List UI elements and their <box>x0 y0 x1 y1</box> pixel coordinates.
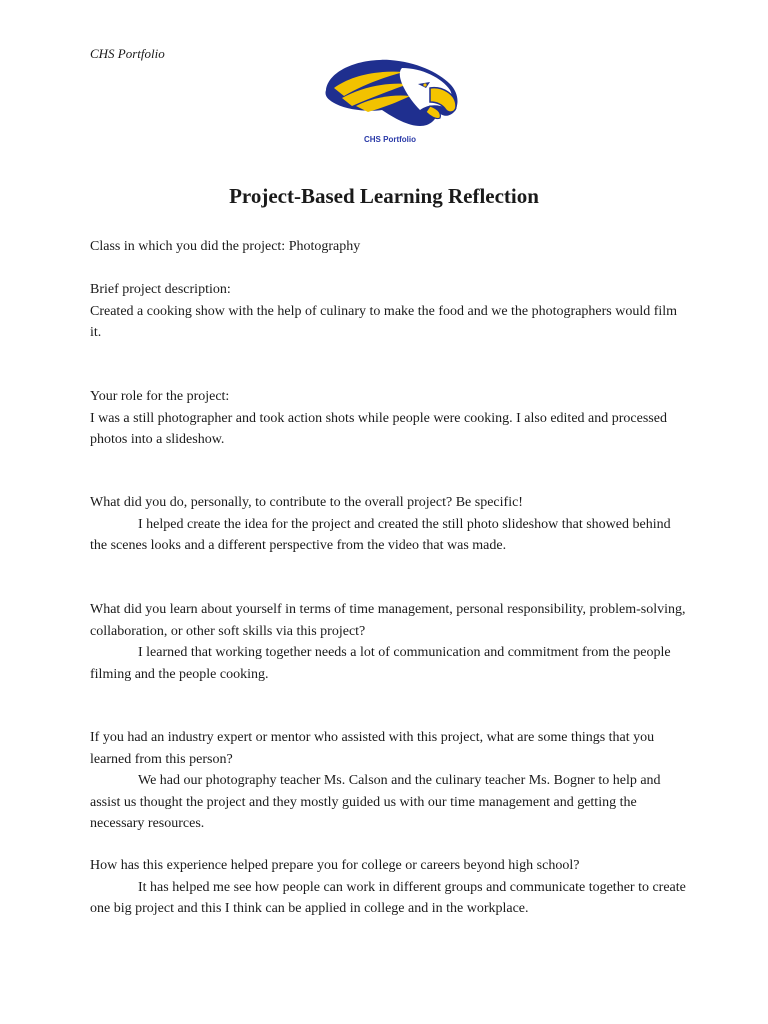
answer-text: I helped create the idea for the project and created the still photo slideshow that showed behind the scenes looks and a different perspective from the video that was made. <box>90 516 671 553</box>
running-header: CHS Portfolio <box>90 46 165 61</box>
section-mentor <box>90 727 690 835</box>
page-title: Project-Based Learning Reflection <box>229 184 539 208</box>
answer-text: We had our photography teacher Ms. Calson and the culinary teacher Ms. Bogner to help and assist us thought the project and they mostly guided us with our time management and getting the necessary resources. <box>90 773 661 831</box>
section-self-learning <box>90 599 690 685</box>
question-text: Brief project description: <box>90 282 231 297</box>
answer-text: It has helped me see how people can work in different groups and communicate together to create one big project and this I think can be applied in college and in the workplace. <box>90 879 686 916</box>
answer-text: I learned that working together needs a lot of communication and commitment from the people filming and the people cooking. <box>90 645 671 682</box>
question-text: Your role for the project: <box>90 389 230 404</box>
answer-text: I was a still photographer and took action shots while people were cooking. I also edited and processed photos into a slideshow. <box>90 410 667 447</box>
question-text: What did you learn about yourself in terms of time management, personal responsibility, problem-solving, collaboration, or other soft skills via this project? <box>90 602 686 639</box>
question-text: How has this experience helped prepare you for college or careers beyond high school? <box>90 858 580 873</box>
class-line-text: Class in which you did the project: Photography <box>90 239 361 254</box>
logo-caption: CHS Portfolio <box>364 135 416 144</box>
section-college-careers <box>90 855 690 920</box>
section-project-description <box>90 279 690 344</box>
question-text: If you had an industry expert or mentor who assisted with this project, what are some things that you learned from this person? <box>90 730 655 767</box>
class-line <box>90 236 690 258</box>
answer-text: Created a cooking show with the help of culinary to make the food and we the photographers would film it. <box>90 303 678 340</box>
eagle-logo <box>318 54 462 146</box>
question-text: What did you do, personally, to contribute to the overall project? Be specific! <box>90 495 523 510</box>
section-role <box>90 386 690 451</box>
section-contribution <box>90 492 690 557</box>
